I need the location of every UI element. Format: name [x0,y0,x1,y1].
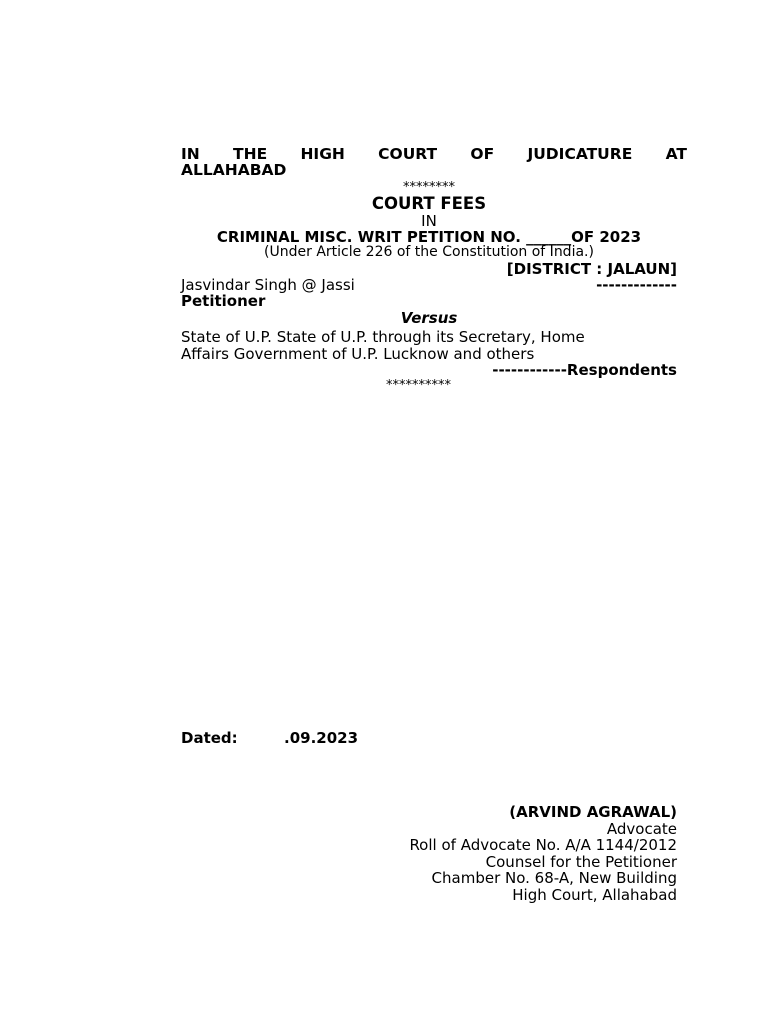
petitioner-dashes: ------------- [596,276,677,294]
court-header-word: AT [665,145,687,163]
petition-title: CRIMINAL MISC. WRIT PETITION NO. ______OF 2023 [216,228,642,246]
signature-court: High Court, Allahabad [512,886,677,904]
signature-title: Advocate [606,820,677,838]
in-word: IN [421,212,437,230]
signature-chamber: Chamber No. 68-A, New Building [431,869,677,887]
court-header-word: THE [233,145,268,163]
court-header-line-2: ALLAHABAD [181,161,287,179]
stars-bottom: ********** [386,378,451,393]
district: [DISTRICT : JALAUN] [506,260,677,278]
dated-value: .09.2023 [284,729,359,747]
doc-title: COURT FEES [371,194,487,213]
court-header-word: HIGH [300,145,345,163]
petitioner-name: Jasvindar Singh @ Jassi [181,276,355,294]
dated-label: Dated: [181,729,238,747]
stars-top: ******** [403,180,455,195]
respondent-line-2: Affairs Government of U.P. Lucknow and others [181,345,535,363]
signature-roll: Roll of Advocate No. A/A 1144/2012 [409,836,677,854]
respondent-line-1: State of U.P. State of U.P. through its Secretary, Home [181,328,585,346]
petitioner-label: Petitioner [181,292,266,310]
court-header-word: COURT [378,145,438,163]
court-header-word: OF [470,145,495,163]
article-note: (Under Article 226 of the Constitution of India.) [264,244,594,260]
court-header-word: JUDICATURE [527,145,633,163]
court-header-word: IN [181,145,200,163]
versus: Versus [400,309,458,327]
signature-name: (ARVIND AGRAWAL) [509,803,677,821]
signature-counsel: Counsel for the Petitioner [485,853,677,871]
respondents-label: ------------Respondents [492,361,677,379]
